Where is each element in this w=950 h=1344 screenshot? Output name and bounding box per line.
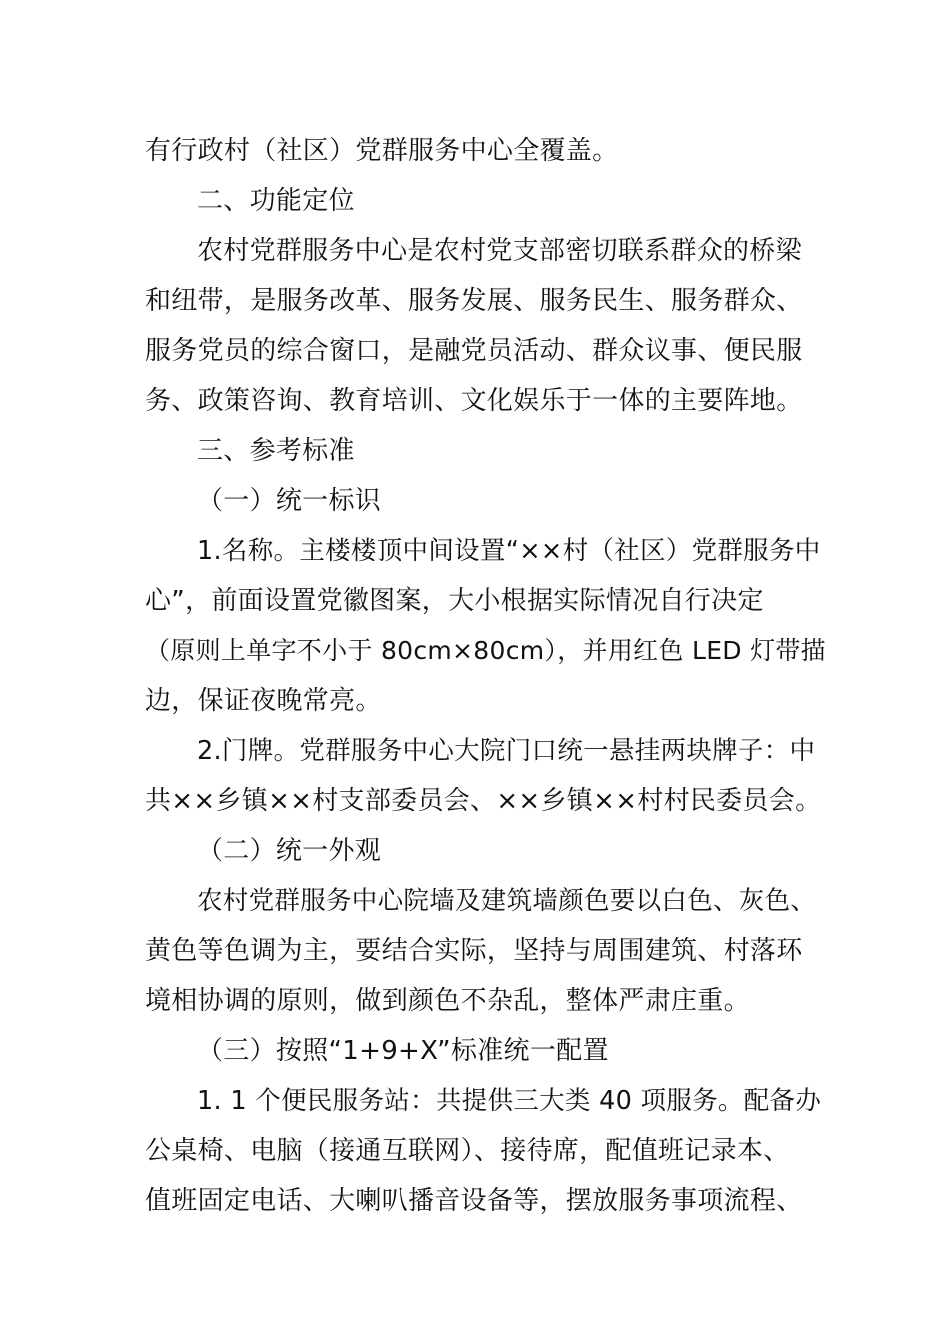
section-heading: 三、参考标准 — [197, 436, 355, 466]
text-line: 农村党群服务中心院墙及建筑墙颜色要以白色、灰色、 — [197, 886, 817, 916]
text-line: 边，保证夜晚常亮。 — [145, 686, 382, 716]
text-line: 共××乡镇××村支部委员会、××乡镇××村村民委员会。 — [145, 786, 822, 816]
subsection-heading: （一）统一标识 — [197, 486, 382, 516]
text-line: 1. 1 个便民服务站：共提供三大类 40 项服务。配备办 — [197, 1086, 822, 1116]
text-line: 1.名称。主楼楼顶中间设置“××村（社区）党群服务中 — [197, 536, 821, 566]
text-line: （原则上单字不小于 80cm×80cm），并用红色 LED 灯带描 — [145, 636, 826, 665]
document-body — [145, 126, 825, 1226]
text-line: 服务党员的综合窗口，是融党员活动、群众议事、便民服 — [145, 336, 803, 366]
text-line: 黄色等色调为主，要结合实际，坚持与周围建筑、村落环 — [145, 936, 803, 966]
text-line: 和纽带，是服务改革、服务发展、服务民生、服务群众、 — [145, 286, 803, 316]
text-line: 境相协调的原则，做到颜色不杂乱，整体严肃庄重。 — [145, 986, 750, 1016]
text-line: 值班固定电话、大喇叭播音设备等，摆放服务事项流程、 — [145, 1186, 803, 1216]
text-line: 公桌椅、电脑（接通互联网）、接待席，配值班记录本、 — [145, 1136, 790, 1166]
subsection-heading: （二）统一外观 — [197, 836, 382, 866]
text-line: 务、政策咨询、教育培训、文化娱乐于一体的主要阵地。 — [145, 386, 803, 416]
text-line: 心”，前面设置党徽图案，大小根据实际情况自行决定 — [145, 586, 764, 616]
text-line: 农村党群服务中心是农村党支部密切联系群众的桥梁 — [197, 236, 802, 266]
subsection-heading: （三）按照“1+9+X”标准统一配置 — [197, 1036, 609, 1066]
text-line: 有行政村（社区）党群服务中心全覆盖。 — [145, 136, 619, 166]
section-heading: 二、功能定位 — [197, 186, 355, 216]
text-line: 2.门牌。党群服务中心大院门口统一悬挂两块牌子：中 — [197, 736, 816, 766]
